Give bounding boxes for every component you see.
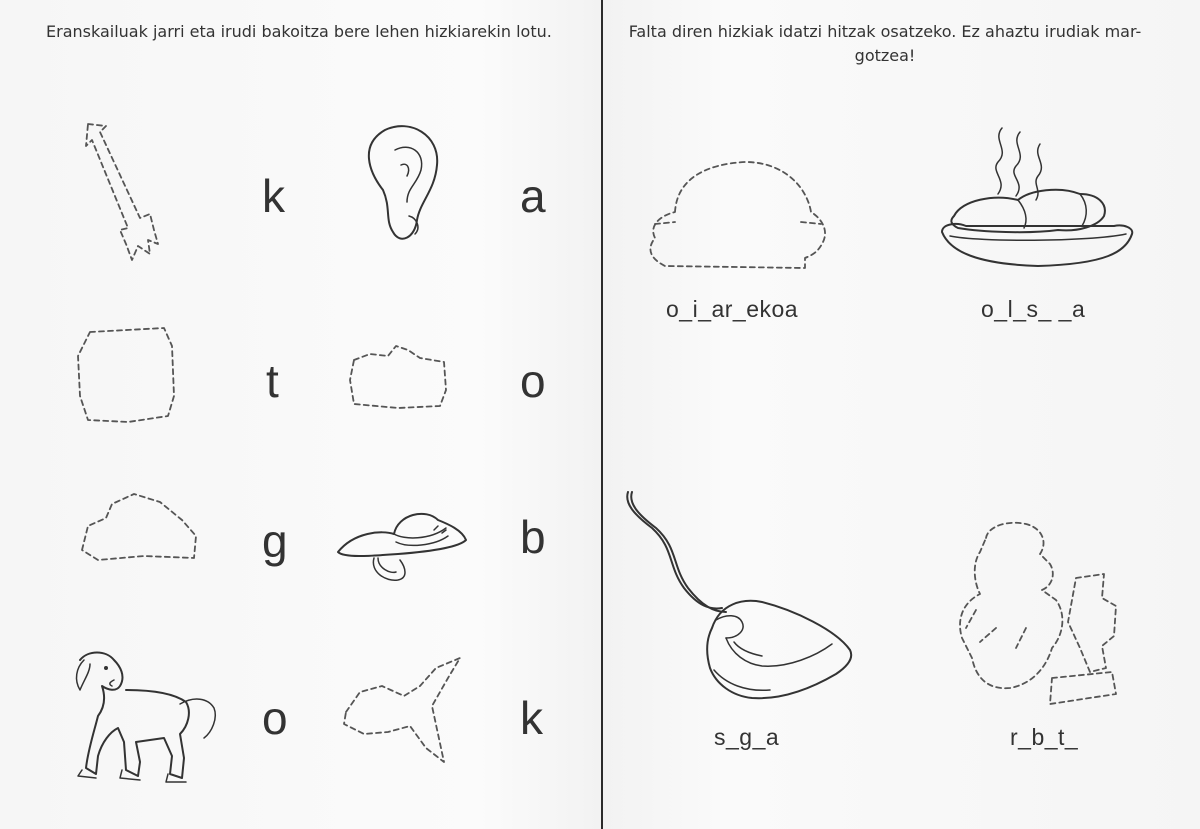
letter-row1-right: a <box>520 170 546 222</box>
sticker-outline <box>645 158 831 274</box>
sticker-outline <box>348 340 448 410</box>
hat-icon <box>334 500 470 590</box>
letter-row2-right: o <box>520 355 546 407</box>
left-page-instruction: Eranskailuak jarri eta irudi bakoitza bere lehen hizkiarekin lotu. <box>46 22 552 41</box>
sticker-outline <box>76 326 178 426</box>
sticker-outline <box>78 492 200 564</box>
word-puzzle-2: o_l_s_ _a <box>981 296 1086 322</box>
letter-row3-right: b <box>520 511 546 563</box>
letter-row3-left: g <box>262 515 288 567</box>
sticker-outline <box>340 656 466 766</box>
letter-row4-right: k <box>520 692 543 744</box>
dog-icon <box>68 646 218 786</box>
roast-chicken-icon <box>938 124 1138 270</box>
page-gutter <box>601 0 603 829</box>
sticker-outline <box>956 518 1122 710</box>
letter-row2-left: t <box>266 355 279 407</box>
ear-icon <box>355 120 445 245</box>
arrow-sticker-outline <box>80 118 160 263</box>
letter-row4-left: o <box>262 692 288 744</box>
word-puzzle-4: r_b_t_ <box>1010 724 1079 750</box>
computer-mouse-icon <box>622 488 858 702</box>
word-puzzle-1: o_i_ar_ekoa <box>666 296 799 322</box>
letter-row1-left: k <box>262 170 285 222</box>
word-puzzle-3: s_g_a <box>714 724 780 750</box>
right-page-instruction: Falta diren hizkiak idatzi hitzak osatzeko. Ez ahaztu irudiak mar-gotzea! <box>628 22 1142 65</box>
